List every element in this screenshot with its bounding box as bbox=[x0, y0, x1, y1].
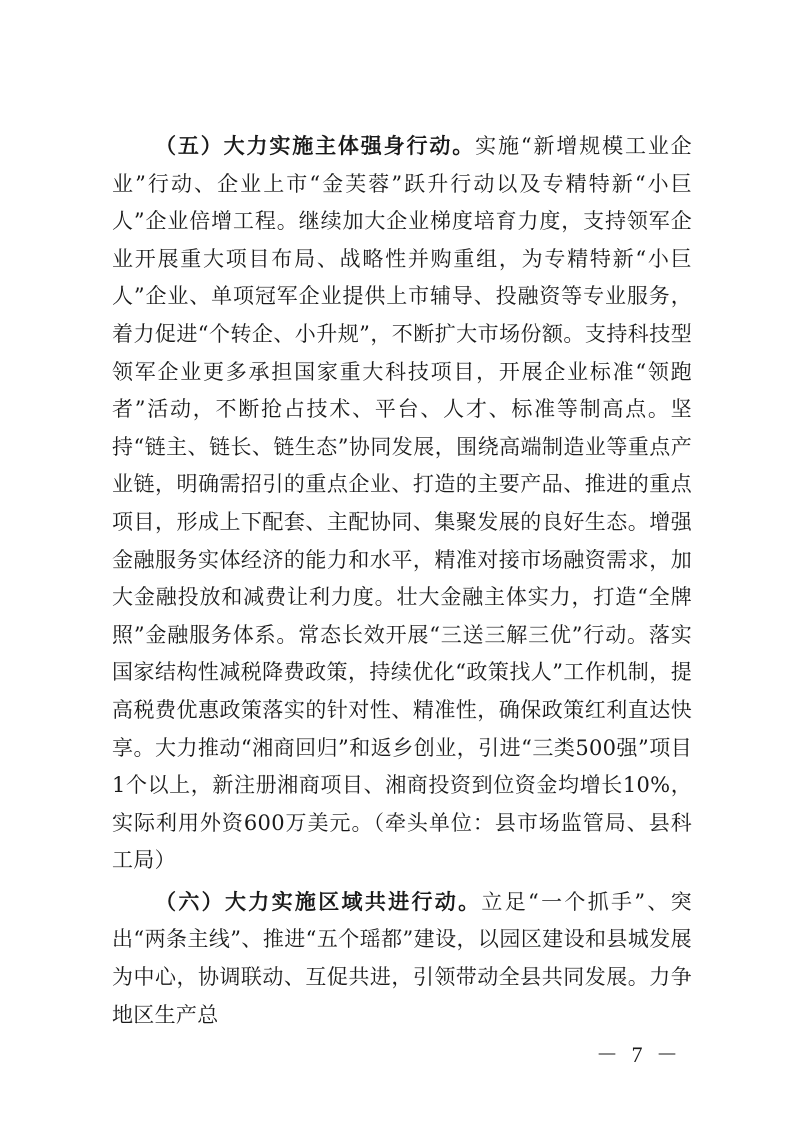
section-heading-five: （五）大力实施主体强身行动。 bbox=[155, 134, 476, 158]
paragraph-five bbox=[112, 128, 692, 880]
page-number: － 7 － bbox=[596, 1042, 683, 1067]
paragraph-six-text: 立足“一个抓手”、突出“两条主线”、推进“五个瑶都”建设，以园区建设和县城发展为中心，协调联动、互促共进，引领带动全县共同发展。力争地区生产总 bbox=[112, 889, 692, 1027]
paragraph-five-text: 实施“新增规模工业企业”行动、企业上市“金芙蓉”跃升行动以及专精特新“小巨人”企业倍增工程。继续加大企业梯度培育力度，支持领军企业开展重大项目布局、战略性并购重组，为专精特新“小巨人”企业、单项冠军企业提供上市辅导、投融资等专业服务，着力促进“个转企、小升规”，不断扩大市场份额。支持科技型领军企业更多承担国家重大科技项目，开展企业标准“领跑者”活动，不断抢占技术、平台、人才、标准等制高点。坚持“链主、链长、链生态”协同发展，围绕高端制造业等重点产业链，明确需招引的重点企业、打造的主要产品、推进的重点项目，形成上下配套、主配协同、集聚发展的良好生态。增强金融服务实体经济的能力和水平，精准对接市场融资需求，加大金融投放和减费让利力度。壮大金融主体实力，打造“全牌照”金融服务体系。常态长效开展“三送三解三优”行动。落实国家结构性减税降费政策，持续优化“政策找人”工作机制，提高税费优惠政策落实的针对性、精准性，确保政策红利直达快享。大力推动“湘商回归”和返乡创业，引进“三类500强”项目1个以上，新注册湘商项目、湘商投资到位资金均增长10%，实际利用外资600万美元。（牵头单位：县市场监管局、县科工局） bbox=[112, 134, 692, 873]
document-body bbox=[112, 128, 692, 1034]
paragraph-six bbox=[112, 884, 692, 1034]
section-heading-six: （六）大力实施区域共进行动。 bbox=[155, 889, 482, 914]
